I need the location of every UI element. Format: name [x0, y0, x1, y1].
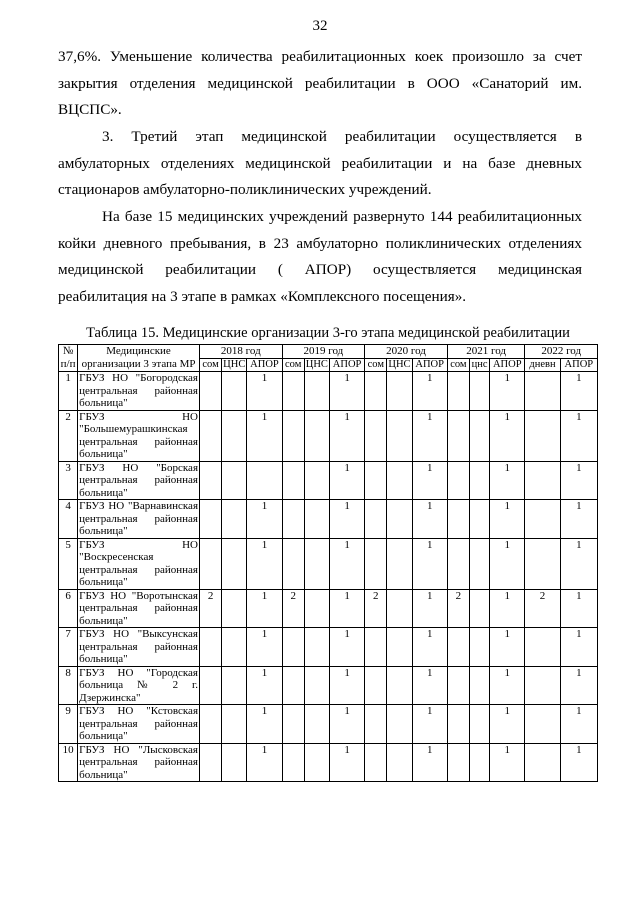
value-cell — [525, 705, 560, 744]
value-cell: 2 — [525, 589, 560, 628]
row-number: 4 — [59, 500, 78, 539]
row-number: 7 — [59, 628, 78, 667]
value-cell: 1 — [329, 538, 364, 589]
value-cell: 1 — [412, 743, 447, 782]
value-cell — [387, 628, 412, 667]
value-cell — [222, 628, 247, 667]
organization-name: ГБУЗ НО "Кстовская центральная районная больница" — [79, 705, 198, 742]
value-cell — [365, 538, 387, 589]
value-cell — [469, 538, 489, 589]
value-cell: 1 — [560, 589, 597, 628]
value-cell — [447, 461, 469, 500]
value-cell — [200, 666, 222, 705]
organization-name: ГБУЗ НО "Варнавинская центральная районная больница" — [79, 500, 198, 537]
header-organization: Медицинские организации 3 этапа МР — [78, 345, 200, 372]
organization-name: ГБУЗ НО "Воскресенская центральная районная больница" — [79, 538, 198, 588]
subheader-apor: АПОР — [490, 358, 525, 372]
organization-name: ГБУЗ НО "Большемурашкинская центральная районная больница" — [79, 410, 198, 460]
header-year-2021: 2021 год — [447, 345, 525, 359]
row-number: 6 — [59, 589, 78, 628]
value-cell: 1 — [247, 666, 282, 705]
value-cell — [282, 666, 304, 705]
value-cell: 1 — [490, 461, 525, 500]
value-cell: 1 — [247, 410, 282, 461]
value-cell — [469, 666, 489, 705]
value-cell — [387, 666, 412, 705]
value-cell — [387, 372, 412, 411]
value-cell — [282, 500, 304, 539]
value-cell — [447, 666, 469, 705]
value-cell: 1 — [247, 538, 282, 589]
value-cell: 1 — [560, 461, 597, 500]
value-cell — [525, 500, 560, 539]
value-cell — [387, 538, 412, 589]
value-cell — [447, 500, 469, 539]
value-cell — [200, 372, 222, 411]
value-cell: 1 — [412, 628, 447, 667]
organization-name: ГБУЗ НО "Борская центральная районная больница" — [79, 461, 198, 499]
table-row — [59, 666, 598, 705]
subheader-som: сом — [282, 358, 304, 372]
value-cell — [447, 743, 469, 782]
header-year-2022: 2022 год — [525, 345, 598, 359]
value-cell: 1 — [490, 538, 525, 589]
table-row — [59, 743, 598, 782]
value-cell: 1 — [490, 589, 525, 628]
value-cell: 1 — [560, 538, 597, 589]
subheader-cns: цнс — [469, 358, 489, 372]
value-cell: 1 — [329, 666, 364, 705]
value-cell — [469, 628, 489, 667]
value-cell — [447, 410, 469, 461]
value-cell — [282, 743, 304, 782]
value-cell — [525, 628, 560, 667]
value-cell — [365, 410, 387, 461]
value-cell — [222, 589, 247, 628]
value-cell: 1 — [412, 666, 447, 705]
value-cell — [222, 666, 247, 705]
subheader-cns: ЦНС — [388, 358, 411, 370]
value-cell: 1 — [247, 500, 282, 539]
value-cell: 1 — [412, 705, 447, 744]
value-cell: 1 — [560, 743, 597, 782]
value-cell: 1 — [560, 705, 597, 744]
header-year-2019: 2019 год — [282, 345, 365, 359]
value-cell: 1 — [490, 410, 525, 461]
value-cell: 1 — [329, 410, 364, 461]
value-cell: 1 — [560, 628, 597, 667]
value-cell — [469, 705, 489, 744]
value-cell — [525, 410, 560, 461]
value-cell — [304, 666, 329, 705]
value-cell: 1 — [247, 628, 282, 667]
value-cell — [365, 461, 387, 500]
value-cell — [387, 410, 412, 461]
subheader-apor: АПОР — [329, 358, 364, 372]
value-cell — [447, 372, 469, 411]
value-cell: 1 — [329, 372, 364, 411]
value-cell: 1 — [329, 461, 364, 500]
value-cell — [222, 538, 247, 589]
value-cell — [469, 500, 489, 539]
value-cell — [304, 705, 329, 744]
value-cell — [387, 705, 412, 744]
value-cell — [222, 372, 247, 411]
organization-name: ГБУЗ НО "Богородская центральная районная больница" — [79, 372, 198, 409]
paragraph-1: 37,6%. Уменьшение количества реабилитационных коек произошло за счет закрытия отделения медицинской реабилитации в ООО «Санаторий им. ВЦСПС». — [58, 48, 582, 118]
table-row — [59, 372, 598, 411]
table-row — [59, 589, 598, 628]
value-cell — [387, 461, 412, 500]
value-cell: 1 — [412, 410, 447, 461]
table-row — [59, 628, 598, 667]
value-cell — [304, 538, 329, 589]
value-cell — [387, 500, 412, 539]
value-cell: 1 — [412, 461, 447, 500]
value-cell — [282, 410, 304, 461]
paragraph-2: 3. Третий этап медицинской реабилитации осуществляется в амбулаторных отделениях медицинской реабилитации и на базе дневных стационаров амбулаторно-поликлинических учреждений. — [58, 128, 582, 198]
value-cell — [200, 500, 222, 539]
value-cell — [282, 372, 304, 411]
value-cell: 1 — [560, 410, 597, 461]
value-cell — [469, 372, 489, 411]
table-row — [59, 500, 598, 539]
value-cell — [525, 538, 560, 589]
value-cell — [200, 410, 222, 461]
value-cell: 1 — [247, 743, 282, 782]
value-cell: 2 — [447, 589, 469, 628]
value-cell: 1 — [329, 500, 364, 539]
value-cell — [304, 372, 329, 411]
value-cell — [282, 461, 304, 500]
value-cell — [447, 628, 469, 667]
header-year-2018: 2018 год — [200, 345, 283, 359]
subheader-apor: АПОР — [247, 358, 282, 372]
table-caption: Таблица 15. Медицинские организации 3-го этапа медицинской реабилитации — [86, 325, 570, 341]
value-cell: 1 — [329, 743, 364, 782]
value-cell — [304, 589, 329, 628]
value-cell — [282, 705, 304, 744]
value-cell — [247, 461, 282, 500]
value-cell: 1 — [490, 705, 525, 744]
value-cell: 1 — [329, 589, 364, 628]
value-cell — [282, 628, 304, 667]
value-cell — [365, 500, 387, 539]
value-cell: 1 — [490, 372, 525, 411]
value-cell — [469, 410, 489, 461]
table-body — [59, 372, 598, 782]
header-num: № п/п — [59, 345, 78, 372]
value-cell — [222, 705, 247, 744]
value-cell — [222, 410, 247, 461]
row-number: 3 — [59, 461, 78, 500]
value-cell: 1 — [560, 372, 597, 411]
value-cell — [304, 500, 329, 539]
value-cell — [525, 743, 560, 782]
header-year-2020: 2020 год — [365, 345, 448, 359]
value-cell: 1 — [560, 666, 597, 705]
value-cell — [387, 589, 412, 628]
value-cell: 1 — [412, 538, 447, 589]
value-cell: 1 — [247, 705, 282, 744]
table-row — [59, 410, 598, 461]
value-cell: 2 — [365, 589, 387, 628]
value-cell — [365, 372, 387, 411]
value-cell — [525, 461, 560, 500]
value-cell — [200, 743, 222, 782]
value-cell — [365, 743, 387, 782]
value-cell — [365, 705, 387, 744]
subheader-dnevn: дневн — [525, 358, 560, 372]
value-cell: 2 — [200, 589, 222, 628]
value-cell — [200, 538, 222, 589]
subheader-apor: АПОР — [560, 358, 597, 372]
subheader-cns: ЦНС — [305, 358, 328, 370]
value-cell — [469, 589, 489, 628]
subheader-som: сом — [365, 358, 387, 372]
row-number: 9 — [59, 705, 78, 744]
value-cell — [200, 628, 222, 667]
value-cell — [469, 461, 489, 500]
organization-name: ГБУЗ НО "Воротынская центральная районная больница" — [79, 589, 198, 627]
value-cell — [304, 410, 329, 461]
value-cell — [469, 743, 489, 782]
subheader-apor: АПОР — [412, 358, 447, 372]
value-cell — [200, 461, 222, 500]
value-cell — [200, 705, 222, 744]
table-row — [59, 461, 598, 500]
value-cell — [282, 538, 304, 589]
value-cell: 1 — [247, 589, 282, 628]
page-number: 32 — [312, 18, 328, 34]
value-cell: 1 — [490, 666, 525, 705]
row-number: 5 — [59, 538, 78, 589]
value-cell: 1 — [490, 743, 525, 782]
value-cell — [222, 743, 247, 782]
row-number: 8 — [59, 666, 78, 705]
value-cell — [387, 743, 412, 782]
value-cell: 1 — [247, 372, 282, 411]
value-cell — [304, 461, 329, 500]
organization-name: ГБУЗ НО "Лысковская центральная районная больница" — [79, 743, 198, 781]
organization-name: ГБУЗ НО "Городская больница № 2 г. Дзержинска" — [79, 666, 198, 704]
paragraph-3: На базе 15 медицинских учреждений развернуто 144 реабилитационных койки дневного пребывания, в 23 амбулаторно поликлинических отделениях медицинской реабилитации ( АПОР) осуществляется медицинская реабилитация на 3 этапе в рамках «Комплексного посещения». — [58, 208, 582, 305]
value-cell: 1 — [412, 372, 447, 411]
row-number: 10 — [59, 743, 78, 782]
value-cell — [304, 628, 329, 667]
value-cell: 1 — [329, 628, 364, 667]
table-row — [59, 538, 598, 589]
value-cell — [222, 500, 247, 539]
row-number: 1 — [59, 372, 78, 411]
subheader-som: сом — [447, 358, 469, 372]
value-cell: 1 — [490, 500, 525, 539]
value-cell — [525, 372, 560, 411]
row-number: 2 — [59, 410, 78, 461]
value-cell — [222, 461, 247, 500]
organization-name: ГБУЗ НО "Выксунская центральная районная больница" — [79, 628, 198, 665]
value-cell — [304, 743, 329, 782]
table-row — [59, 705, 598, 744]
subheader-cns: ЦНС — [223, 358, 246, 370]
value-cell: 1 — [329, 705, 364, 744]
value-cell — [365, 628, 387, 667]
value-cell — [525, 666, 560, 705]
value-cell: 1 — [490, 628, 525, 667]
value-cell — [365, 666, 387, 705]
rehab-organizations-table — [58, 344, 598, 782]
subheader-som: сом — [200, 358, 222, 372]
value-cell — [447, 538, 469, 589]
value-cell: 1 — [412, 500, 447, 539]
value-cell: 1 — [412, 589, 447, 628]
value-cell: 2 — [282, 589, 304, 628]
value-cell: 1 — [560, 500, 597, 539]
value-cell — [447, 705, 469, 744]
